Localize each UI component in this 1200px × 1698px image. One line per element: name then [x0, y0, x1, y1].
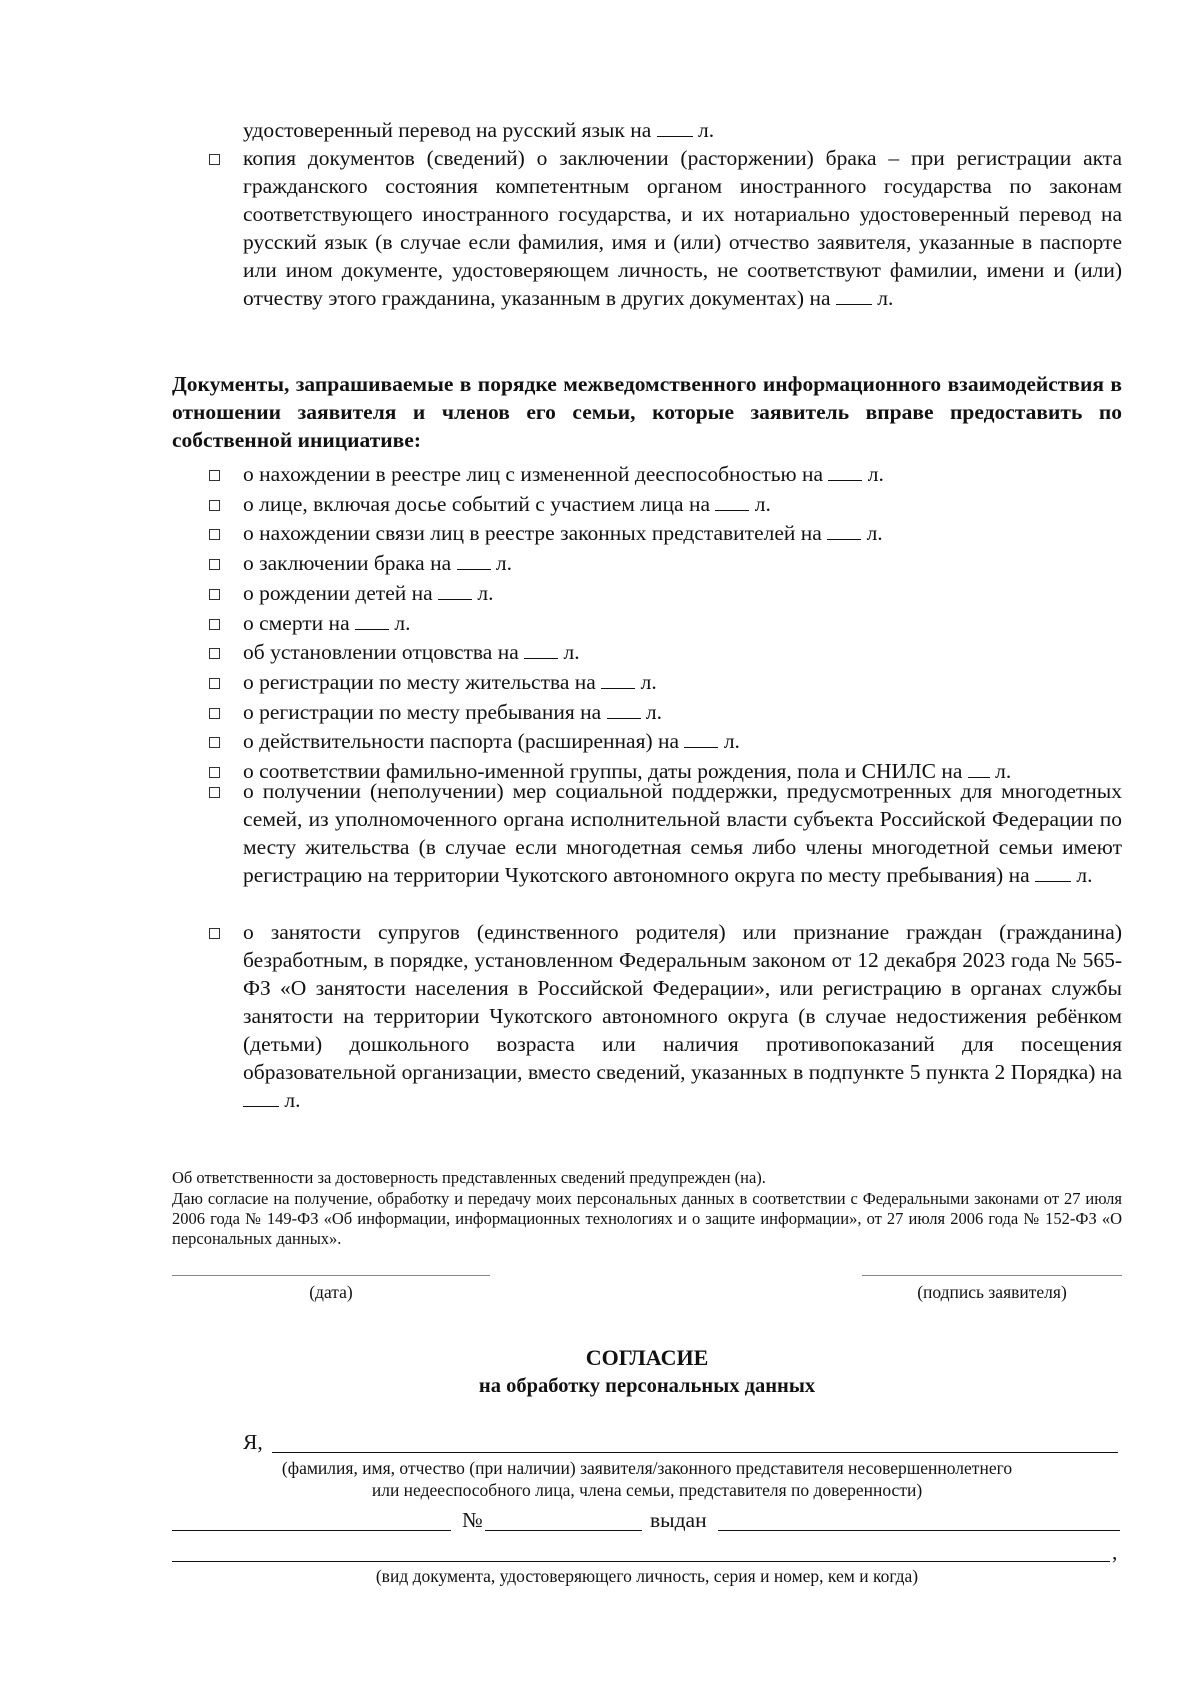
interagency-item: о лице, включая досье событий с участием лица на л. [243, 491, 771, 516]
applicant-signature-line[interactable] [862, 1275, 1122, 1276]
checkbox-interagency-item[interactable] [209, 470, 220, 481]
checkbox-interagency-item[interactable] [209, 500, 220, 511]
social-support-item: о получении (неполучении) мер социальной поддержки, предусмотренных для многодетных семей, из уполномоченного органа исполнительной власти субъекта Российской Федерации по месту жительства (в случае если многодетная семья либо члены многодетной семьи имеют регистрацию на территории Чукотского автономного округа по месту пребывания) на л. [243, 779, 1122, 887]
translation-continuation: удостоверенный перевод на русский язык на л. [243, 118, 715, 142]
checkbox-interagency-item[interactable] [209, 737, 220, 748]
pages-blank[interactable] [355, 611, 389, 630]
interagency-item: о рождении детей на л. [243, 580, 494, 605]
checkbox-interagency-item[interactable] [209, 589, 220, 600]
checkbox-interagency-item[interactable] [209, 559, 220, 570]
interagency-item: о заключении брака на л. [243, 551, 513, 576]
agreement-subtitle: на обработку персональных данных [478, 1375, 816, 1397]
checkbox-interagency-item[interactable] [209, 648, 220, 659]
checkbox-employment[interactable] [209, 928, 220, 939]
date-signature-line[interactable] [172, 1275, 490, 1276]
marriage-documents-item: копия документов (сведений) о заключении (расторжении) брака – при регистрации акта гражданского состояния компетентным органом иностранного государства по законам соответствующего иностранного государства, и их нотариально удостоверенный перевод на русский язык (в случае если фамилия, имя и (или) отчество заявителя, указанные в паспорте или ином документе, удостоверяющем личность, не соответствуют фамилии, имени и (или) отчеству этого гражданина, указанным в других документах) на л. [243, 146, 1122, 310]
checkbox-interagency-item[interactable] [209, 529, 220, 540]
name-hint-line-2: или недееспособного лица, члена семьи, представителя по доверенности) [371, 1480, 923, 1500]
checkbox-interagency-item[interactable] [209, 678, 220, 689]
checkbox-social-support[interactable] [209, 787, 220, 798]
responsibility-warning: Об ответственности за достоверность представленных сведений предупрежден (на). [172, 1168, 766, 1187]
signature-label: (подпись заявителя) [917, 1282, 1067, 1302]
interagency-item: о нахождении связи лиц в реестре законных представителей на л. [243, 521, 883, 546]
issued-by-field[interactable] [718, 1530, 1120, 1531]
pages-blank[interactable] [438, 581, 472, 600]
pages-blank[interactable] [607, 700, 641, 719]
interagency-item: о регистрации по месту жительства на л. [243, 669, 657, 694]
pages-blank[interactable] [601, 670, 635, 689]
employment-item: о занятости супругов (единственного родителя) или признание граждан (гражданина) безработным, в порядке, установленном Федеральным законом от 12 декабря 2023 года № 565-ФЗ «О занятости населения в Российской Федерации», или регистрацию в органах службы занятости на территории Чукотского автономного округа (в случае недостижения ребёнком (детьми) дошкольного возраста или наличия противопоказаний для посещения образовательной организации, вместо сведений, указанных в подпункте 5 пункта 2 Порядка) на л. [243, 920, 1122, 1112]
pages-blank[interactable] [524, 640, 558, 659]
i-label: Я, [243, 1430, 263, 1454]
document-type-field[interactable] [172, 1530, 451, 1531]
checkbox-marriage-documents[interactable] [209, 154, 220, 165]
pages-blank[interactable] [715, 492, 749, 511]
personal-data-consent-text: Даю согласие на получение, обработку и передачу моих персональных данных в соответствии с Федеральными законами от 27 июля 2006 года № 149-ФЗ «Об информации, информационных технологиях и о защите информации», от 27 июля 2006 года № 152-ФЗ «О персональных данных». [172, 1189, 1122, 1248]
document-hint: (вид документа, удостоверяющего личность, серия и номер, кем и когда) [375, 1566, 919, 1586]
pages-blank[interactable] [1035, 863, 1071, 882]
interagency-item: о соответствии фамильно-именной группы, даты рождения, пола и СНИЛС на л. [243, 759, 1012, 783]
issued-label: выдан [650, 1508, 707, 1532]
pages-blank[interactable] [828, 462, 862, 481]
issued-details-field[interactable] [172, 1561, 1110, 1562]
checkbox-interagency-item[interactable] [209, 619, 220, 630]
applicant-name-field[interactable] [272, 1452, 1118, 1453]
interagency-item: об установлении отцовства на л. [243, 640, 580, 665]
pages-blank[interactable] [243, 1088, 279, 1107]
pages-blank[interactable] [827, 521, 861, 540]
date-label: (дата) [309, 1282, 353, 1302]
pages-blank[interactable] [684, 729, 718, 748]
interagency-item: о нахождении в реестре лиц с измененной дееспособностью на л. [243, 462, 884, 486]
checkbox-interagency-item[interactable] [209, 767, 220, 778]
checkbox-interagency-item[interactable] [209, 708, 220, 719]
trailing-comma: , [1112, 1540, 1118, 1564]
document-number-field[interactable] [485, 1530, 642, 1531]
pages-blank[interactable] [457, 551, 491, 570]
interagency-item: о регистрации по месту пребывания на л. [243, 699, 663, 724]
interagency-item: о действительности паспорта (расширенная) на л. [243, 729, 740, 754]
agreement-title: СОГЛАСИЕ [585, 1345, 709, 1370]
pages-blank[interactable] [968, 759, 990, 778]
number-label: № [462, 1508, 483, 1532]
interagency-item: о смерти на л. [243, 610, 411, 635]
pages-blank[interactable] [657, 118, 693, 137]
interagency-heading: Документы, запрашиваемые в порядке межведомственного информационного взаимодействия в отношении заявителя и членов его семьи, которые заявитель вправе предоставить по собственной инициативе: [172, 372, 1122, 452]
pages-blank[interactable] [836, 286, 872, 305]
name-hint-line-1: (фамилия, имя, отчество (при наличии) заявителя/законного представителя несовершеннолетнего [281, 1458, 1013, 1478]
